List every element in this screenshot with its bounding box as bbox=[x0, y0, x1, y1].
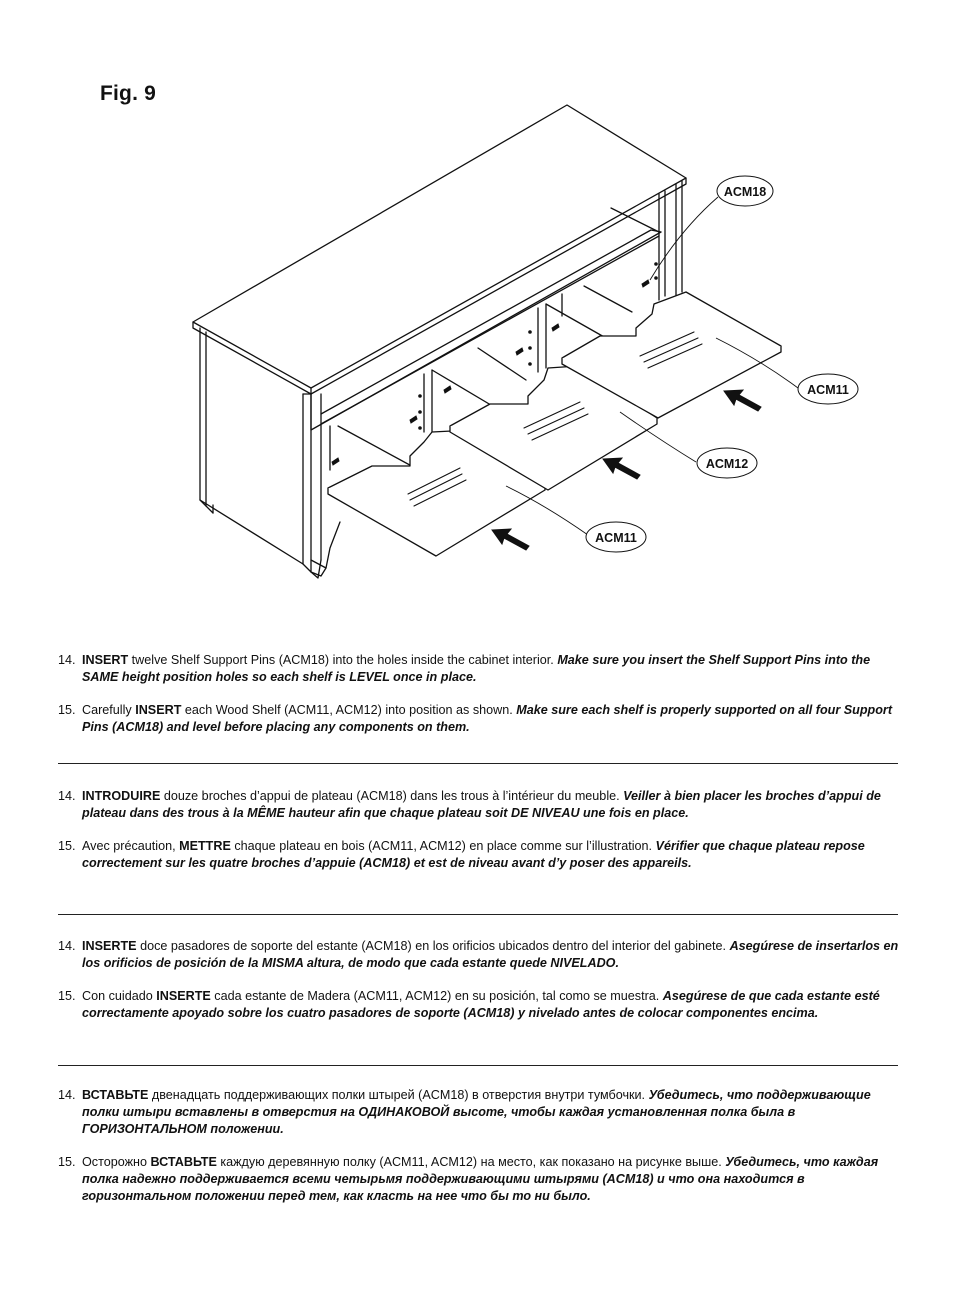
insert-arrow-icon bbox=[492, 529, 529, 550]
callout-acm12: ACM12 bbox=[705, 457, 749, 471]
step-15-es: 15. Con cuidado INSERTE cada estante de Madera (ACM11, ACM12) en su posición, tal como se muestra. Asegúrese de que cada estante esté correctamente apoyado sobre los cuatro pasadores de soporte (ACM18) y nivelado antes de colocar componentes encima. bbox=[58, 989, 880, 1020]
section-russian bbox=[58, 1087, 900, 1221]
step-14-ru: 14. ВСТАВЬТЕ двенадцать поддерживающих полки штырей (ACM18) в отверстия внутри тумбочки. Убедитесь, что поддерживающие полки штыри вставлены в отверстия на ОДИНАКОВОЙ высоте, чтобы каждая установленная полка была в ГОРИЗОНТАЛЬНОМ положении. bbox=[58, 1088, 871, 1136]
section-english bbox=[58, 652, 900, 752]
divider bbox=[58, 914, 898, 915]
cabinet-illustration bbox=[0, 0, 954, 620]
callout-acm11-right: ACM11 bbox=[807, 383, 849, 397]
divider bbox=[58, 763, 898, 764]
insert-arrow-icon bbox=[603, 458, 640, 479]
callout-acm18: ACM18 bbox=[723, 185, 767, 199]
callout-acm11-bottom: ACM11 bbox=[595, 531, 637, 545]
step-15-en: 15. Carefully INSERT each Wood Shelf (ACM11, ACM12) into position as shown. Make sure each shelf is properly supported on all four Support Pins (ACM18) and level before placing any components on them. bbox=[58, 703, 893, 734]
section-french bbox=[58, 788, 900, 888]
insert-arrow-icon bbox=[724, 390, 761, 411]
step-14-fr: 14. INTRODUIRE douze broches d’appui de plateau (ACM18) dans les trous à l’intérieur du meuble. Veiller à bien placer les broches d’appui de plateau dans des trous à la MÊME hauteur afin que chaque plateau soit DE NIVEAU une fois en place. bbox=[58, 789, 881, 820]
step-15-ru: 15. Осторожно ВСТАВЬТЕ каждую деревянную полку (ACM11, ACM12) на место, как показано на рисунке выше. Убедитесь, что каждая полка надежно поддерживается всеми четырьмя поддерживающими штырями (ACM18) и что она находится в горизонтальном положении перед тем, как класть на нее что бы то ни было. bbox=[58, 1155, 879, 1203]
section-spanish bbox=[58, 938, 900, 1038]
step-14-es: 14. INSERTE doce pasadores de soporte del estante (ACM18) en los orificios ubicados dentro del interior del gabinete. Asegúrese de insertarlos en los orificios de posición de la MISMA altura, de modo que cada estante quede NIVELADO. bbox=[58, 939, 899, 970]
step-15-fr: 15. Avec précaution, METTRE chaque plateau en bois (ACM11, ACM12) en place comme sur l’illustration. Vérifier que chaque plateau repose correctement sur les quatre broches d’appuie (ACM18) et est de niveau avant d’y poser des appareils. bbox=[58, 839, 865, 870]
figure-title: Fig. 9 bbox=[100, 82, 157, 105]
divider bbox=[58, 1065, 898, 1066]
step-14-en: 14. INSERT twelve Shelf Support Pins (ACM18) into the holes inside the cabinet interior. Make sure you insert the Shelf Support Pins into the SAME height position holes so each shelf is LEVEL once in place. bbox=[58, 653, 871, 684]
